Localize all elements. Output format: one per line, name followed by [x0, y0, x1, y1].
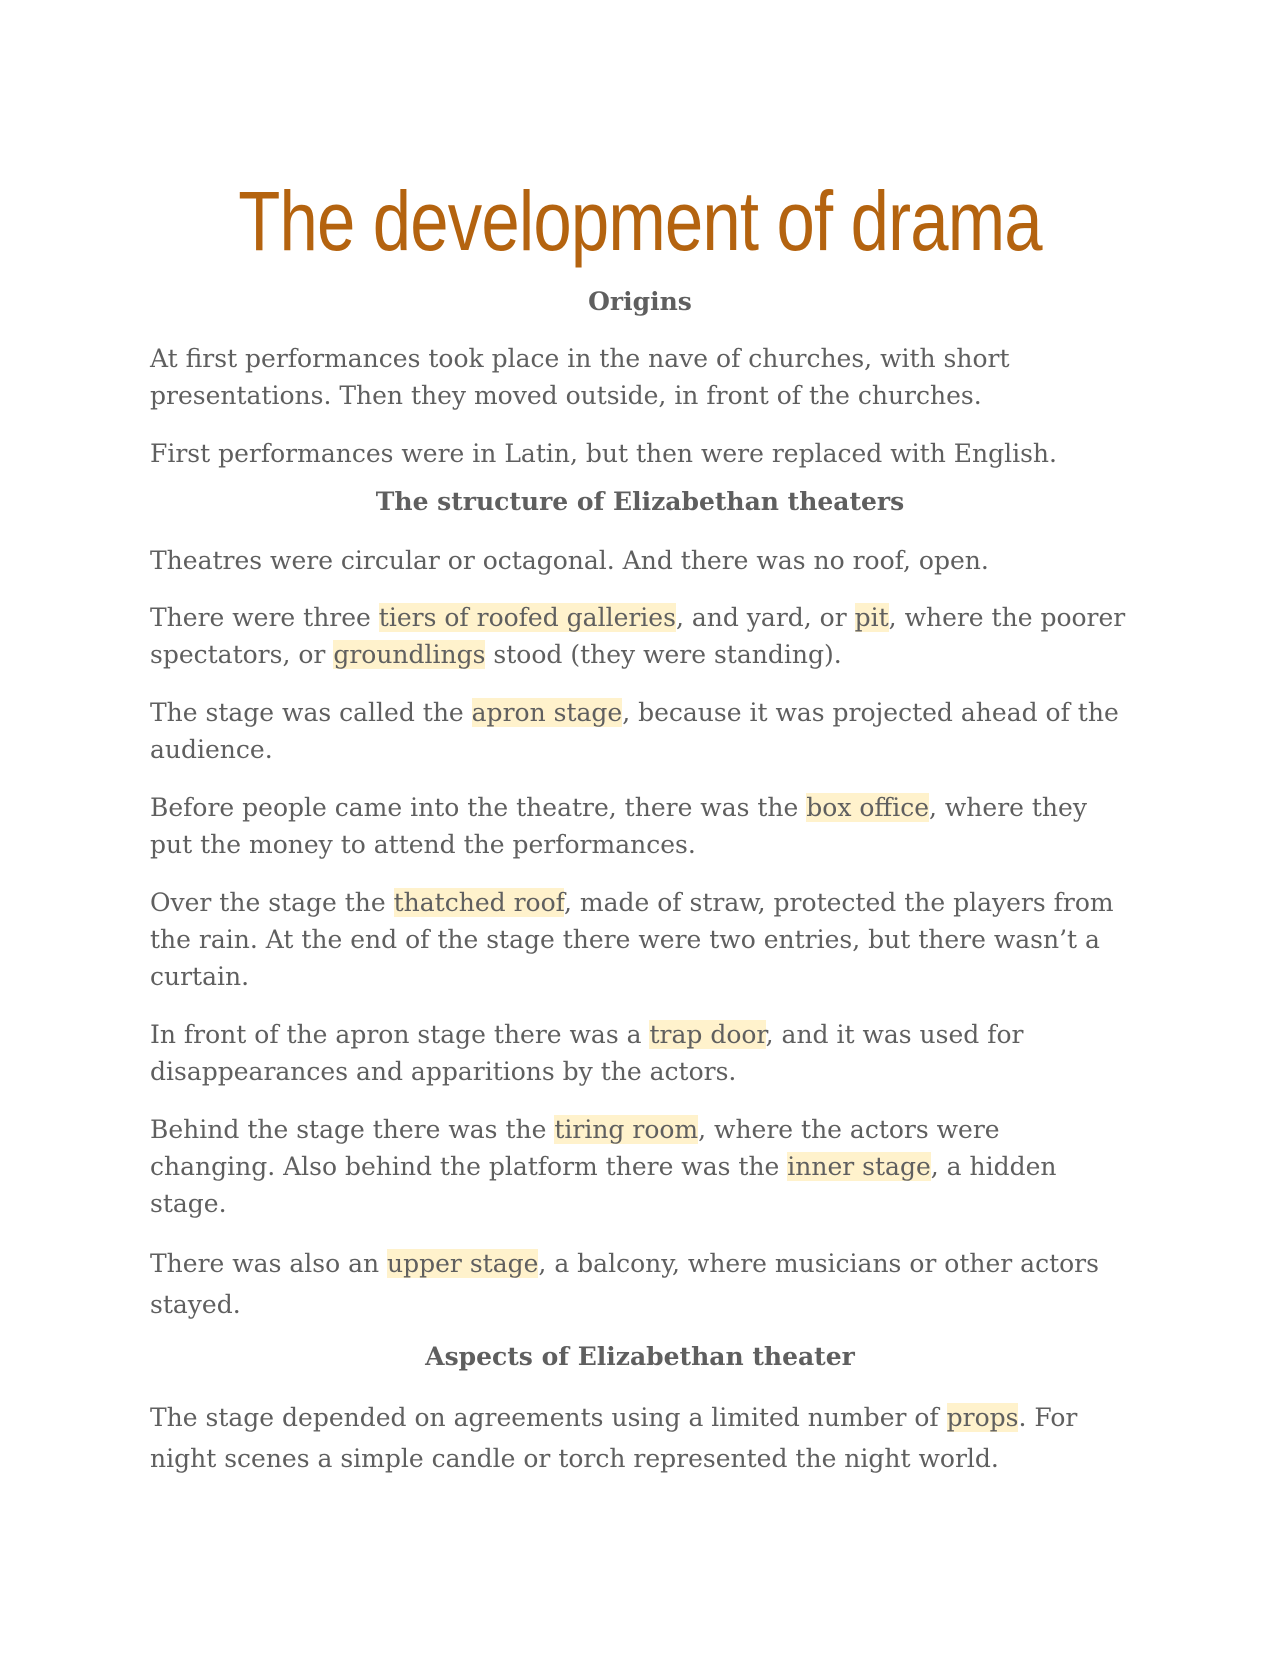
- heading-structure: The structure of Elizabethan theaters: [375, 487, 905, 516]
- highlight-pit: pit: [854, 603, 889, 632]
- highlight-groundlings: groundlings: [333, 640, 486, 669]
- highlight-tiers-of-roofed-galleries: tiers of roofed galleries: [378, 603, 676, 632]
- highlight-trap-door: trap door: [649, 1020, 766, 1049]
- text-run: , and it was used for disappearances and apparitions by the actors.: [150, 1020, 1024, 1086]
- paragraph-apron-stage: [150, 694, 1130, 768]
- text-run: In front of the apron stage there was a: [150, 1020, 650, 1049]
- text-run: Behind the stage there was the: [150, 1115, 555, 1144]
- heading-origins: Origins: [588, 287, 692, 316]
- paragraph-origins-language: First performances were in Latin, but then were replaced with English.: [150, 439, 1057, 468]
- text-run: , made of straw, protected the players from the rain. At the end of the stage there were two entries, but there wasn’t a curtain.: [150, 888, 1114, 991]
- paragraph-origins-churches: At first performances took place in the nave of churches, with short presentations. Then they moved outside, in front of the churches.: [150, 344, 1010, 410]
- text-run: Before people came into the theatre, there was the: [150, 793, 807, 822]
- paragraph-tiring-room: [150, 1111, 1130, 1222]
- highlight-tiring-room: tiring room: [554, 1115, 699, 1144]
- text-run: , a hidden stage.: [150, 1152, 1057, 1218]
- text-run: . For night scenes a simple candle or torch represented the night world.: [150, 1403, 1078, 1473]
- text-run: Over the stage the: [150, 888, 394, 917]
- text-run: , where the actors were changing. Also behind the platform there was the: [150, 1115, 1000, 1181]
- paragraph-galleries: [150, 599, 1130, 673]
- text-run: , where they put the money to attend the performances.: [150, 793, 1087, 859]
- text-run: There were three: [150, 603, 379, 632]
- highlight-apron-stage: apron stage: [471, 698, 623, 727]
- text-run: , and yard, or: [675, 603, 855, 632]
- highlight-box-office: box office: [806, 793, 929, 822]
- paragraph-box-office: [150, 789, 1130, 863]
- text-run: , where the poorer spectators, or: [150, 603, 1126, 669]
- text-run: There was also an: [150, 1249, 388, 1278]
- paragraph-upper-stage: [150, 1243, 1130, 1325]
- heading-aspects: Aspects of Elizabethan theater: [425, 1342, 855, 1371]
- paragraph-props: [150, 1397, 1130, 1479]
- highlight-inner-stage: inner stage: [787, 1152, 931, 1181]
- paragraph-trap-door: [150, 1016, 1130, 1090]
- text-run: The stage was called the: [150, 698, 472, 727]
- paragraph-theatre-shape: Theatres were circular or octagonal. And there was no roof, open.: [150, 546, 989, 575]
- highlight-thatched-roof: thatched roof: [393, 888, 564, 917]
- text-run: , a balcony, where musicians or other actors stayed.: [150, 1249, 1099, 1319]
- text-run: The stage depended on agreements using a limited number of: [150, 1403, 947, 1432]
- highlight-upper-stage: upper stage: [387, 1249, 539, 1278]
- document-page: [150, 0, 1130, 1479]
- text-run: stood (they were standing).: [485, 640, 842, 669]
- paragraph-thatched-roof: [150, 884, 1130, 995]
- text-run: , because it was projected ahead of the audience.: [150, 698, 1119, 764]
- document-title: The development of drama: [238, 174, 1042, 268]
- highlight-props: props: [946, 1403, 1019, 1432]
